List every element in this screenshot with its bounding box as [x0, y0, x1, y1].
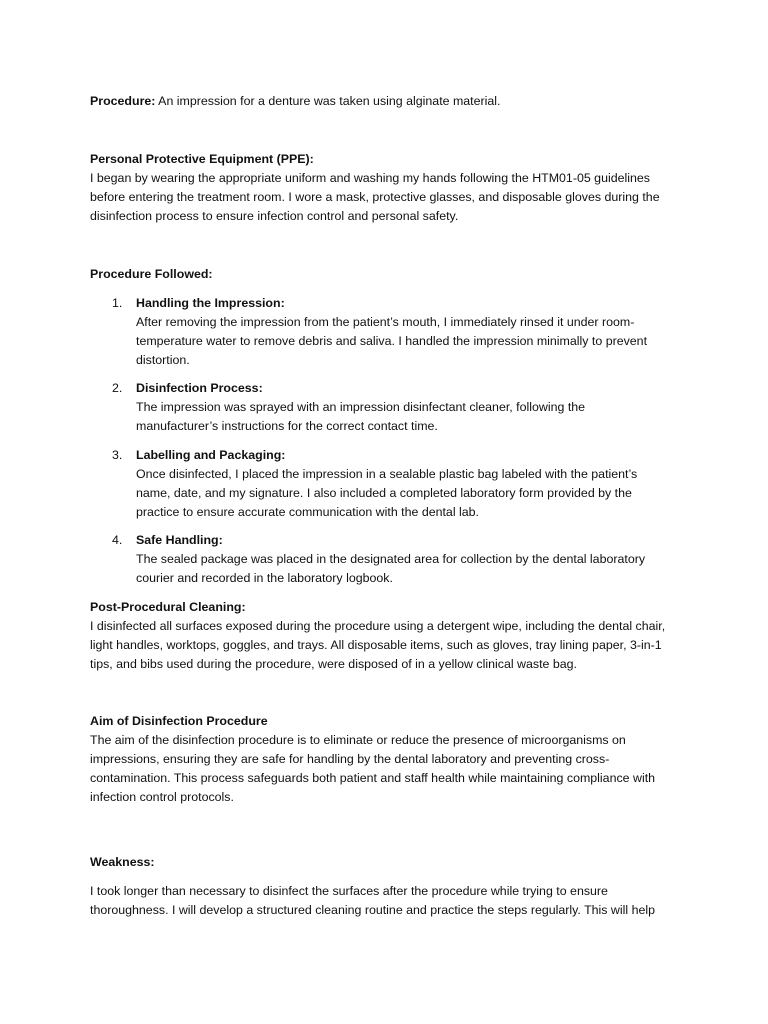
list-item-body — [136, 379, 682, 436]
list-item-body — [136, 294, 682, 370]
list-item-title: Disinfection Process: — [136, 381, 263, 395]
list-item-line: After removing the impression from the patient’s mouth, I immediately rinsed it under room- — [136, 315, 635, 329]
procedure-line — [90, 92, 682, 111]
aim-heading: Aim of Disinfection Procedure — [90, 714, 268, 728]
procedure-followed-heading — [90, 265, 682, 284]
procedure-followed-heading-text: Procedure Followed: — [90, 267, 213, 281]
weakness-line: I took longer than necessary to disinfect the surfaces after the procedure while trying to ensure — [90, 884, 608, 898]
post-procedural-line: light handles, worktops, goggles, and trays. All disposable items, such as gloves, tray lining paper, 3-in-1 — [90, 638, 662, 652]
ppe-line: I began by wearing the appropriate uniform and washing my hands following the HTM01-05 guidelines — [90, 171, 650, 185]
weakness-section — [90, 882, 682, 920]
ppe-heading: Personal Protective Equipment (PPE): — [90, 152, 314, 166]
list-item-line: name, date, and my signature. I also included a completed laboratory form provided by the — [136, 486, 632, 500]
aim-line: contamination. This process safeguards both patient and staff health while maintaining compliance with — [90, 771, 656, 785]
aim-section — [90, 712, 682, 807]
list-number: 3. — [112, 448, 123, 462]
post-procedural-line: I disinfected all surfaces exposed during the procedure using a detergent wipe, including the dental chair, — [90, 619, 666, 633]
list-item-line: temperature water to remove debris and saliva. I handled the impression minimally to prevent — [136, 334, 648, 348]
list-item-line: Once disinfected, I placed the impression in a sealable plastic bag labeled with the patient’s — [136, 467, 638, 481]
post-procedural-line: tips, and bibs used during the procedure, were disposed of in a yellow clinical waste bag. — [90, 657, 577, 671]
list-item-title: Safe Handling: — [136, 533, 223, 547]
list-item-line: distortion. — [136, 353, 190, 367]
post-procedural-heading: Post-Procedural Cleaning: — [90, 600, 246, 614]
aim-line: impressions, ensuring they are safe for handling by the dental laboratory and preventing cross- — [90, 752, 610, 766]
weakness-line: thoroughness. I will develop a structured cleaning routine and practice the steps regularly. This will help — [90, 903, 656, 917]
ppe-section — [90, 150, 682, 226]
weakness-heading-block — [90, 853, 682, 872]
list-item-line: courier and recorded in the laboratory logbook. — [136, 571, 393, 585]
list-number: 2. — [112, 381, 123, 395]
list-item-body — [136, 531, 682, 588]
aim-line: infection control protocols. — [90, 790, 234, 804]
list-number: 4. — [112, 533, 123, 547]
procedure-label: Procedure: — [90, 94, 156, 108]
aim-line: The aim of the disinfection procedure is to eliminate or reduce the presence of microorganisms on — [90, 733, 626, 747]
list-item-line: The sealed package was placed in the designated area for collection by the dental laboratory — [136, 552, 646, 566]
weakness-heading: Weakness: — [90, 855, 155, 869]
list-item-title: Handling the Impression: — [136, 296, 285, 310]
procedure-text: An impression for a denture was taken using alginate material. — [155, 94, 501, 108]
post-procedural-section — [90, 598, 682, 674]
list-item-line: practice to ensure accurate communication with the dental lab. — [136, 505, 479, 519]
ppe-line: disinfection process to ensure infection control and personal safety. — [90, 209, 459, 223]
list-item-line: manufacturer’s instructions for the correct contact time. — [136, 419, 438, 433]
list-item-body — [136, 446, 682, 522]
list-number: 1. — [112, 296, 123, 310]
list-item-line: The impression was sprayed with an impression disinfectant cleaner, following the — [136, 400, 586, 414]
list-item-title: Labelling and Packaging: — [136, 448, 286, 462]
ppe-line: before entering the treatment room. I wore a mask, protective glasses, and disposable gloves during the — [90, 190, 660, 204]
